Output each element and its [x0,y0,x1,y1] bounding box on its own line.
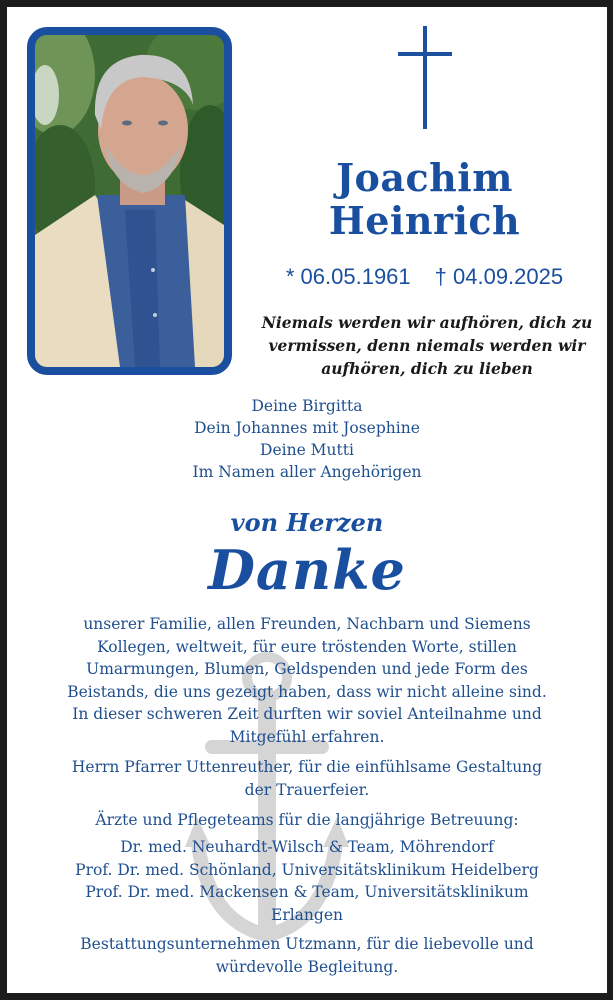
quote-line: Niemals werden wir aufhören, dich zu [261,313,593,332]
body-line: Umarmungen, Blumen, Geldspenden und jede Form des [86,660,528,678]
thanks-paragraph-doctors-heading [7,809,607,832]
mourner-line: Deine Birgitta [251,397,363,415]
portrait-image [35,35,224,367]
quote-line: aufhören, dich zu lieben [321,359,533,378]
body-line: Prof. Dr. med. Schönland, Universitätsklinikum Heidelberg [75,860,539,879]
body-line: Prof. Dr. med. Mackensen & Team, Universitätsklinikum [85,883,529,901]
obituary-card [7,7,607,993]
thanks-headline: Danke [208,538,406,602]
body-line: unserer Familie, allen Freunden, Nachbarn und Siemens [83,615,531,633]
memorial-quote [252,311,602,380]
mourner-line: Im Namen aller Angehörigen [192,463,422,481]
body-line: Kollegen, weltweit, für eure tröstenden Worte, stillen [97,637,517,656]
body-line: der Trauerfeier. [244,780,370,799]
body-line: Erlangen [271,905,343,924]
mourner-line: Dein Johannes mit Josephine [194,419,420,437]
body-line: Ärzte und Pflegeteams für die langjährige Betreuung: [95,811,519,829]
deceased-last-name: Heinrich [328,198,521,243]
life-dates [247,264,602,290]
body-line: würdevolle Begleitung. [215,957,399,976]
body-line: Beistands, die uns gezeigt haben, dass wir nicht alleine sind. [67,682,547,701]
birth-date: * 06.05.1961 [285,264,411,289]
body-line: Herrn Pfarrer Uttenreuther, für die einfühlsame Gestaltung [71,758,543,776]
body-line: Bestattungsunternehmen Utzmann, für die liebevolle und [80,935,534,953]
mourners-list [7,395,607,483]
thanks-kicker: von Herzen [230,508,384,537]
cross-icon [398,26,452,129]
mourner-line: Deine Mutti [260,441,354,459]
thanks-paragraph-funeral-home [7,933,607,978]
body-line: Mitgefühl erfahren. [229,727,385,746]
death-date: † 04.09.2025 [434,264,564,289]
body-line: Dr. med. Neuhardt-Wilsch & Team, Möhrendorf [120,838,494,856]
quote-line: vermissen, denn niemals werden wir [268,336,586,355]
deceased-first-name: Joachim [336,155,513,200]
body-line: In dieser schweren Zeit durften wir soviel Anteilnahme und [72,705,542,723]
thanks-paragraph-pastor [7,756,607,801]
thanks-paragraph-family [7,613,607,748]
portrait-photo [27,27,232,375]
thanks-paragraph-doctors [7,836,607,926]
